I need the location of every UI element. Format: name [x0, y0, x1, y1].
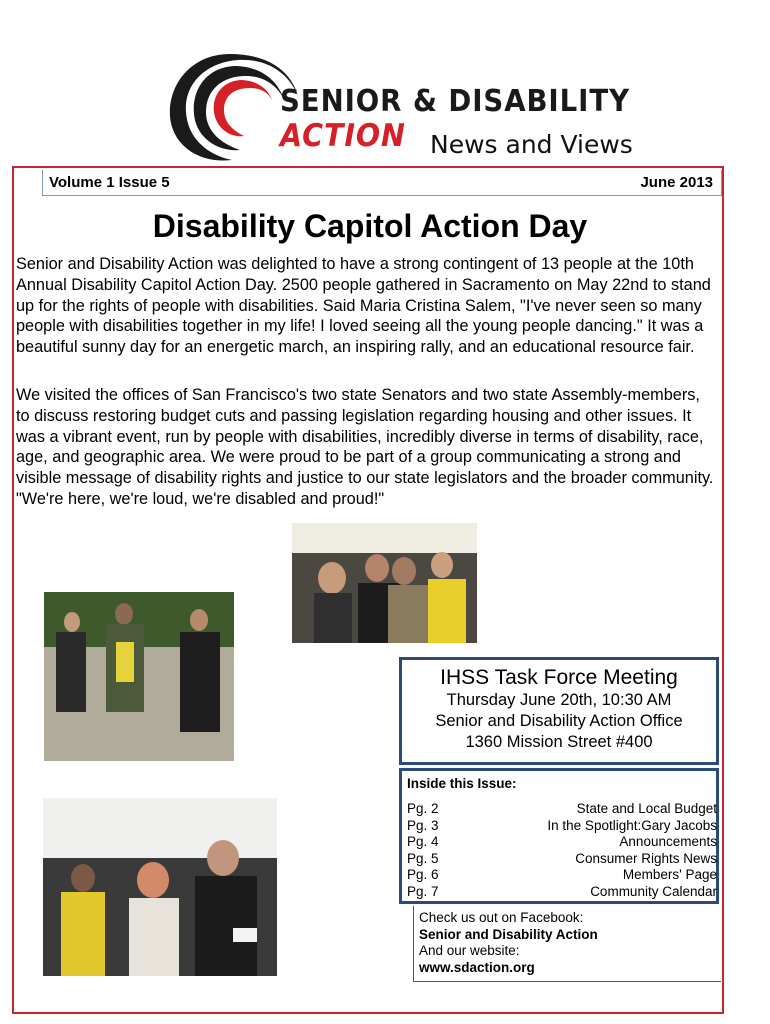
list-item — [407, 818, 717, 835]
logo-swoosh-icon — [160, 46, 300, 166]
meeting-where: Senior and Disability Action Office — [435, 712, 683, 730]
event-photo-tent-crowd — [43, 798, 277, 976]
event-photo-seated-group — [292, 523, 477, 643]
website-link[interactable]: www.sdaction.org — [419, 959, 535, 975]
list-item — [407, 834, 717, 851]
toc-page: Pg. 7 — [407, 883, 439, 899]
toc-page: Pg. 3 — [407, 817, 439, 833]
inside-this-issue — [399, 768, 719, 904]
list-item — [407, 801, 717, 818]
issue-date: June 2013 — [640, 174, 713, 191]
list-item — [407, 867, 717, 884]
inside-title: Inside this Issue: — [407, 776, 517, 791]
event-photo-standing-group — [44, 592, 234, 761]
toc-topic: Announcements — [619, 834, 717, 849]
facebook-link[interactable]: Senior and Disability Action — [419, 926, 598, 942]
social-links — [413, 906, 721, 982]
meeting-when: Thursday June 20th, 10:30 AM — [446, 691, 672, 709]
table-of-contents — [407, 801, 717, 900]
article-headline: Disability Capitol Action Day — [152, 208, 588, 244]
facebook-prompt: Check us out on Facebook: — [419, 910, 584, 925]
toc-topic: Members' Page — [622, 867, 717, 882]
website-prompt: And our website: — [419, 943, 520, 958]
toc-page: Pg. 4 — [407, 834, 439, 849]
meeting-notice — [399, 657, 719, 765]
brand-action: ACTION — [280, 118, 406, 154]
toc-page: Pg. 6 — [407, 867, 439, 882]
brand-name: SENIOR & DISABILITY — [280, 84, 630, 119]
article-paragraph-1: Senior and Disability Action was delighted to have a strong contingent of 13 people at the 10th Annual Disability Capitol Action Day. 2500 people gathered in Sacramento on May 22nd to stand up for the rights of people with disabilities. Said Maria Cristina Salem, "I've never seen so many people with disabilities together in my life! I loved seeing all the young people dancing." It was a beautiful sunny day for an energetic march, an inspiring rally, and an educational resource fair. — [16, 255, 711, 357]
toc-topic: In the Spotlight:Gary Jacobs — [547, 817, 717, 833]
toc-topic: Consumer Rights News — [575, 850, 717, 866]
toc-page: Pg. 5 — [407, 850, 439, 866]
toc-page: Pg. 2 — [407, 801, 439, 816]
volume-issue: Volume 1 Issue 5 — [49, 174, 170, 191]
newsletter-tagline: News and Views — [430, 130, 633, 159]
list-item — [407, 851, 717, 868]
issue-bar — [42, 170, 722, 196]
meeting-title: IHSS Task Force Meeting — [440, 666, 678, 689]
toc-topic: Community Calendar — [590, 883, 717, 899]
masthead — [150, 40, 670, 170]
toc-topic: State and Local Budget — [576, 801, 717, 816]
article-paragraph-2: We visited the offices of San Francisco's two state Senators and two state Assembly-members, to discuss restoring budget cuts and passing legislation regarding housing and other issues. It was a vibrant event, run by people with disabilities, incredibly diverse in terms of disability, race, age, and geographic area. We were proud to be part of a group communicating a strong and visible message of disability rights and justice to our state legislators and the broader community. "We're here, we're loud, we're disabled and proud!" — [16, 386, 714, 508]
list-item — [407, 884, 717, 901]
meeting-address: 1360 Mission Street #400 — [465, 733, 653, 751]
